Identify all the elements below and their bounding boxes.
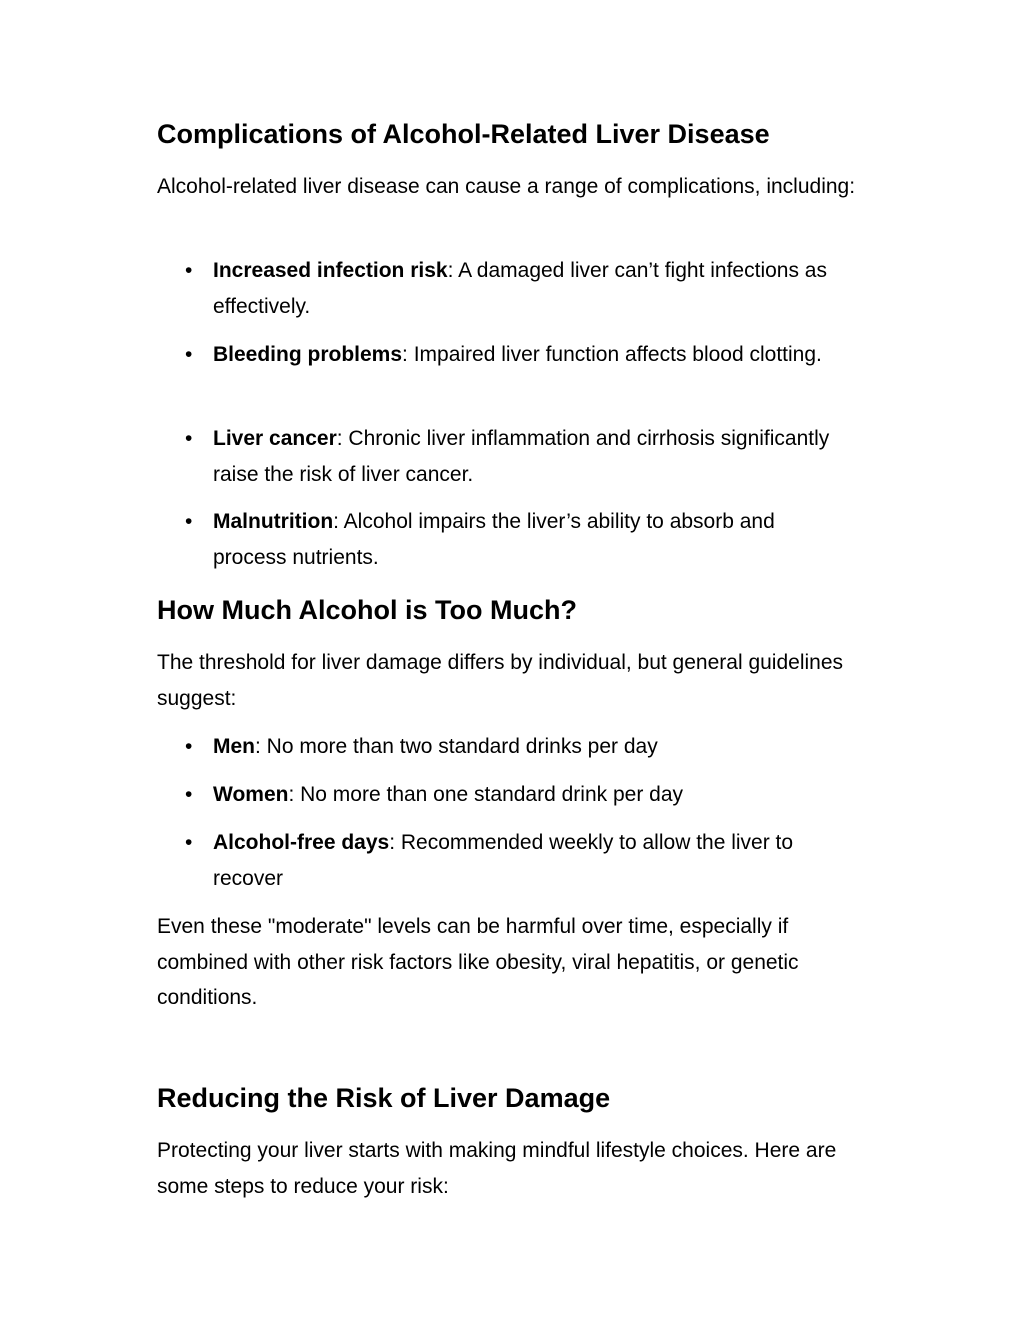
section-intro-complications: Alcohol-related liver disease can cause a range of complications, including: xyxy=(157,175,856,198)
item-description: : Recommended weekly to allow the liver to recover xyxy=(213,831,794,890)
item-description: : No more than two standard drinks per day xyxy=(255,735,658,758)
bullet-icon: • xyxy=(185,343,193,366)
item-term: Men xyxy=(213,735,255,758)
bullet-icon: • xyxy=(185,259,193,282)
section-outro-how-much: Even these "moderate" levels can be harmful over time, especially if combined with other risk factors like obesity, viral hepatitis, or genetic conditions. xyxy=(157,915,799,1009)
item-term: Liver cancer xyxy=(213,427,337,450)
bullet-icon: • xyxy=(185,783,193,806)
bullet-icon: • xyxy=(185,831,193,854)
bullet-icon: • xyxy=(185,735,193,758)
item-description: : Impaired liver function affects blood clotting. xyxy=(402,343,822,366)
item-term: Alcohol-free days xyxy=(213,831,390,854)
item-description: : No more than one standard drink per day xyxy=(288,783,684,806)
item-term: Malnutrition xyxy=(213,510,334,533)
item-description: : A damaged liver can’t fight infections as effectively. xyxy=(213,259,827,318)
section-heading-how-much: How Much Alcohol is Too Much? xyxy=(157,595,577,625)
item-term: Bleeding problems xyxy=(213,343,403,366)
item-description: : Chronic liver inflammation and cirrhosis significantly raise the risk of liver cancer. xyxy=(213,427,830,486)
bullet-icon: • xyxy=(185,427,193,450)
section-intro-reducing-risk: Protecting your liver starts with making mindful lifestyle choices. Here are some steps to reduce your risk: xyxy=(157,1139,837,1198)
section-heading-reducing-risk: Reducing the Risk of Liver Damage xyxy=(157,1083,611,1113)
item-term: Women xyxy=(213,783,289,806)
bullet-icon: • xyxy=(185,510,193,533)
item-term: Increased infection risk xyxy=(213,259,448,282)
section-intro-how-much: The threshold for liver damage differs by individual, but general guidelines suggest: xyxy=(157,651,844,710)
section-heading-complications: Complications of Alcohol-Related Liver Disease xyxy=(157,119,770,149)
item-description: : Alcohol impairs the liver’s ability to absorb and process nutrients. xyxy=(213,510,775,569)
